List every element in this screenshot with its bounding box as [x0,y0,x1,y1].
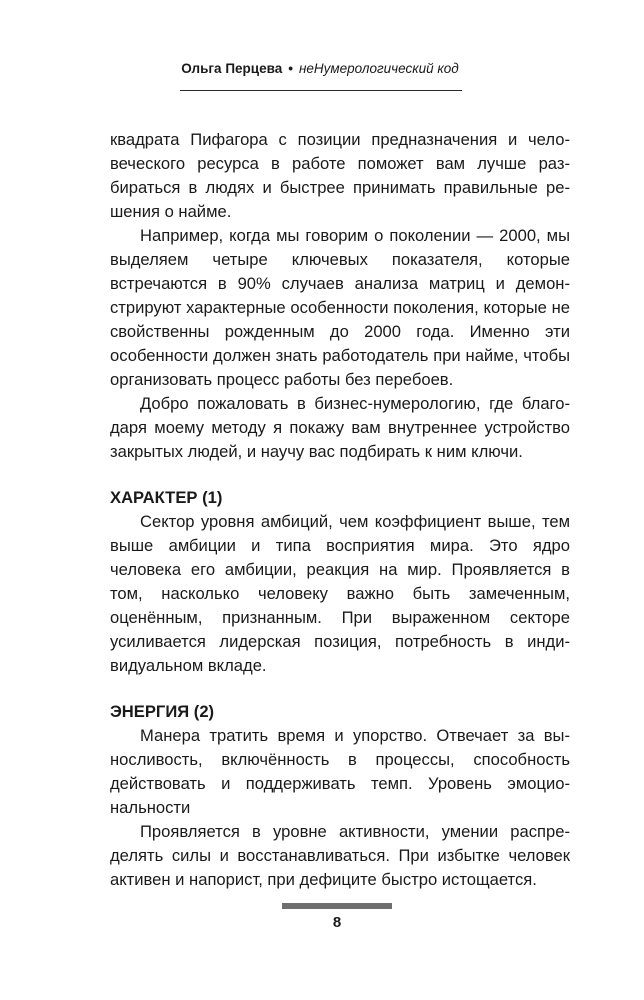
header-divider [180,90,462,91]
page-body [110,128,570,892]
section-spacer [110,464,570,486]
paragraph-energy-2: Проявляется в уровне активности, умении распределять силы и восстанавливаться. При избытке человек активен и напорист, при дефиците быстро истощается. [110,822,570,889]
paragraph-energy-1: Манера тратить время и упорство. Отвечает за выносливость, включённость в процессы, способность действовать и поддерживать темп. Уровень эмоциональности [110,726,570,817]
header-author: Ольга Перцева [181,61,283,76]
section-spacer [110,678,570,700]
header-bullet: • [288,61,293,76]
footer-bar [282,903,392,909]
page-number: 8 [332,914,342,931]
header-book-title: неНумерологический код [298,61,459,76]
section-heading-character: ХАРАКТЕР (1) [110,488,223,507]
paragraph-welcome: Добро пожаловать в бизнес-нумерологию, где благодаря моему методу я покажу вам внутреннее устройство закрытых людей, и научу вас подбирать к ним ключи. [110,394,570,461]
paragraph-character: Сектор уровня амбиций, чем коэффициент выше, тем выше амбиции и типа восприятия мира. Это ядро человека его амбиции, реакция на мир. Проявляется в том, насколько человеку важно быть замеченным, оценённым, признанным. При выраженном секторе усиливается лидерская позиция, потребность в индивидуальном вкладе. [110,512,570,675]
paragraph-generation-2000: Например, когда мы говорим о поколении — 2000, мы выделяем четыре ключевых показателя, которые встречаются в 90% случаев анализа матриц и демонстрируют характерные особенности поколения, которые не свойственны рожденным до 2000 года. Именно эти особенности должен знать работодатель при найме, чтобы организовать процесс работы без перебоев. [110,226,570,389]
paragraph-intro-continuation: квадрата Пифагора с позиции предназначения и человеческого ресурса в работе поможет вам лучше разбираться в людях и быстрее принимать правильные решения о найме. [110,130,570,221]
running-header [170,60,470,78]
section-heading-energy: ЭНЕРГИЯ (2) [110,702,215,721]
